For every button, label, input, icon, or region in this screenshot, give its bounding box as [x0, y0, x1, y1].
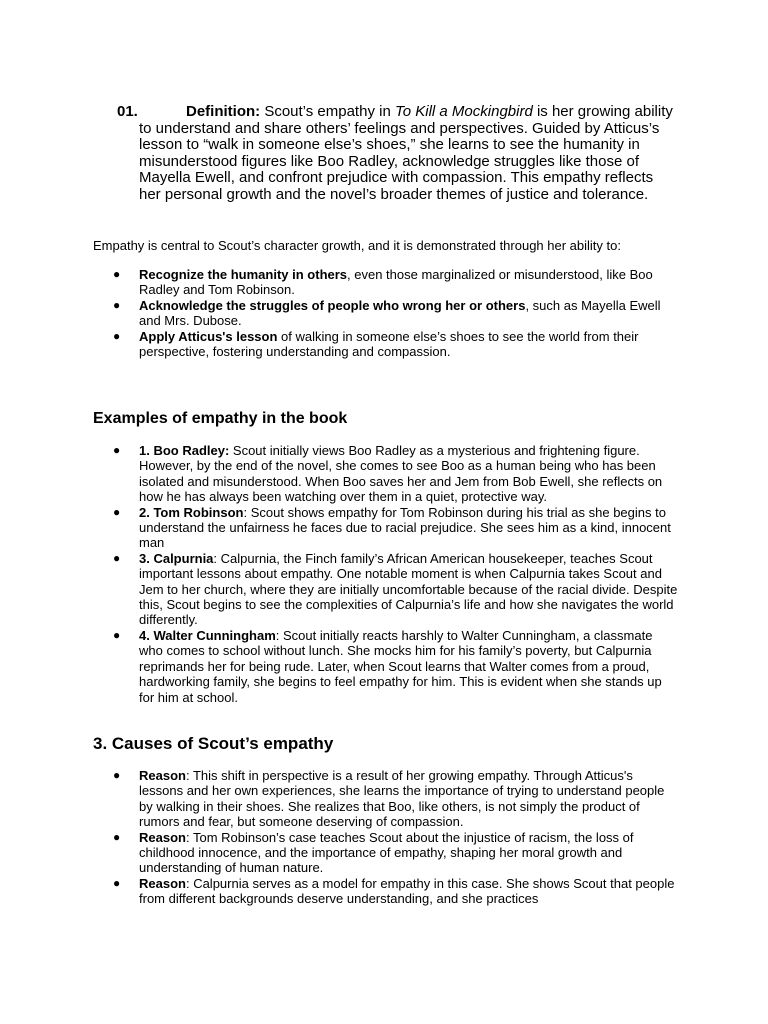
book-title: To Kill a Mockingbird — [394, 103, 533, 120]
causes-list — [113, 768, 679, 907]
examples-list — [113, 443, 679, 705]
item-bold: Apply Atticus's lesson — [139, 328, 278, 344]
bullet-icon: ● — [113, 875, 121, 890]
causes-heading: 3. Causes of Scout’s empathy — [93, 734, 334, 753]
bullet-icon: ● — [113, 267, 121, 281]
definition-text-before: Scout’s empathy in — [260, 103, 395, 120]
list-item — [113, 829, 679, 876]
item-text: Scout initially views Boo Radley as a mysterious and frightening figure. However, by the end of the novel, she comes to see Boo as a human being who has been isolated and misunderstood. When Boo saves her and Jem from Bob Ewell, she reflects on how he has always been watching over them in a quiet, protective way. — [139, 443, 663, 505]
definition-number: 01. — [117, 103, 138, 120]
item-text: , even those marginalized or misunderstood, like Boo Radley and Tom Robinson. — [139, 267, 653, 298]
list-item — [113, 875, 679, 907]
definition-title: Definition: — [186, 103, 261, 120]
bullet-icon: ● — [113, 328, 121, 343]
item-bold: 4. Walter Cunningham — [139, 627, 276, 643]
item-text: : Tom Robinson’s case teaches Scout about the injustice of racism, the loss of childhood innocence, and the importance of empathy, shaping her moral growth and understanding of human nature. — [139, 829, 634, 876]
abilities-list — [113, 267, 679, 360]
item-text: : This shift in perspective is a result of her growing empathy. Through Atticus's lessons and her own experiences, she learns the importance of trying to understand people by walking in their shoes. She realizes that Boo, like others, is not simply the product of rumors and fear, but someone deserving of compassion. — [139, 768, 665, 830]
item-text: of walking in someone else’s shoes to see the world from their perspective, fostering understanding and compassion. — [139, 328, 639, 360]
list-item — [113, 627, 679, 705]
item-bold: Acknowledge the struggles of people who wrong her or others — [139, 297, 526, 313]
bullet-icon: ● — [113, 829, 121, 844]
item-text: , such as Mayella Ewell and Mrs. Dubose. — [139, 297, 661, 329]
definition-text-after: is her growing ability to understand and share others’ feelings and perspectives. Guided by Atticus’s lesson to “walk in someone else’s shoes,” she learns to see the humanity in misunderstood figures like Boo Radley, acknowledge struggles like those of Mayella Ewell, and confront prejudice with compassion. This empathy reflects her personal growth and the novel’s broader themes of justice and tolerance. — [139, 103, 673, 203]
item-bold: 2. Tom Robinson — [139, 504, 244, 520]
item-text: : Calpurnia, the Finch family’s African American housekeeper, teaches Scout important lessons about empathy. One notable moment is when Calpurnia takes Scout and Jem to her church, where they are initially uncomfortable because of the racial divide. Despite this, Scout begins to see the complexities of Calpurnia’s life and how she navigates the world differently. — [139, 550, 678, 628]
list-item — [113, 504, 679, 551]
list-item — [113, 550, 679, 628]
list-item — [113, 267, 679, 298]
definition-block — [117, 104, 677, 204]
bullet-icon: ● — [113, 504, 121, 519]
item-bold: 3. Calpurnia — [139, 550, 214, 566]
bullet-icon: ● — [113, 768, 121, 782]
bullet-icon: ● — [113, 550, 121, 565]
item-text: : Scout shows empathy for Tom Robinson during his trial as she begins to understand the unfairness he faces due to racial prejudice. She sees him as a kind, innocent man — [139, 504, 671, 551]
item-bold: Reason — [139, 829, 186, 845]
item-bold: Reason — [139, 875, 186, 891]
item-text: : Scout initially reacts harshly to Walter Cunningham, a classmate who comes to school without lunch. She mocks him for his family’s poverty, but Calpurnia reprimands her for being rude. Later, when Scout learns that Walter comes from a proud, hardworking family, she begins to feel empathy for him. This is evident when she stands up for him at school. — [139, 627, 662, 705]
item-bold: Reason — [139, 768, 186, 783]
list-item — [113, 768, 679, 830]
intro-paragraph: Empathy is central to Scout’s character growth, and it is demonstrated through her ability to: — [93, 238, 621, 253]
list-item — [113, 443, 679, 505]
list-item — [113, 328, 679, 360]
list-item — [113, 297, 679, 329]
bullet-icon: ● — [113, 627, 121, 642]
item-bold: Recognize the humanity in others — [139, 267, 348, 282]
definition-paragraph — [139, 104, 677, 204]
item-text: : Calpurnia serves as a model for empathy in this case. She shows Scout that people from different backgrounds deserve understanding, and she practices — [139, 875, 675, 907]
bullet-icon: ● — [113, 443, 121, 457]
item-bold: 1. Boo Radley: — [139, 443, 230, 458]
bullet-icon: ● — [113, 297, 121, 312]
examples-heading: Examples of empathy in the book — [93, 410, 348, 427]
